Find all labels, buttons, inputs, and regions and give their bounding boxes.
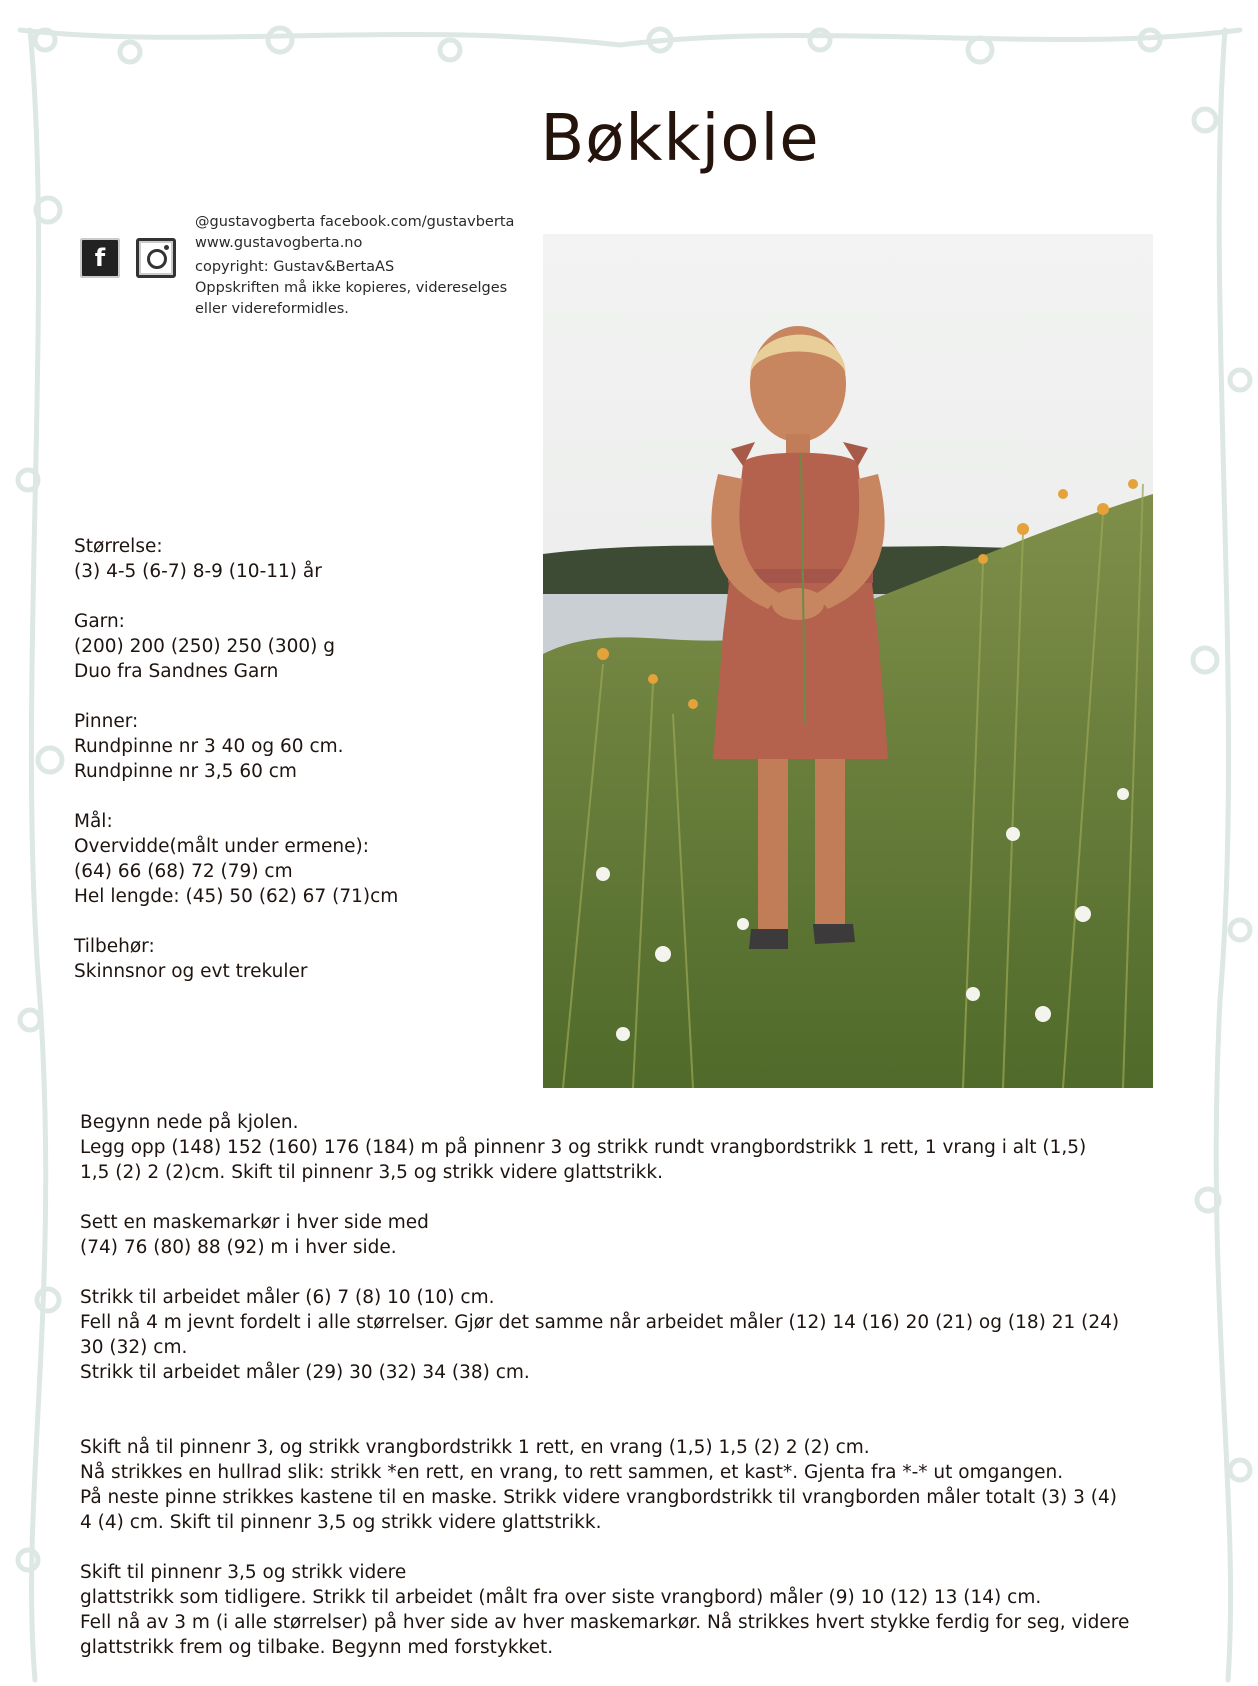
instruction-paragraph [80, 1560, 1160, 1660]
spec-heading: Mål: [74, 811, 113, 832]
instruction-paragraph [80, 1210, 1160, 1260]
credits-social-line: @gustavogberta facebook.com/gustavberta [195, 214, 515, 230]
page-title: Bøkkjole [540, 102, 820, 176]
spec-heading: Pinner: [74, 711, 139, 732]
instruction-line: Skift nå til pinnenr 3, og strikk vrangbordstrikk 1 rett, en vrang (1,5) 1,5 (2) 2 (2) cm. [80, 1437, 870, 1458]
social-icons [80, 238, 176, 278]
instruction-line: Nå strikkes en hullrad slik: strikk *en rett, en vrang, to rett sammen, et kast*. Gjenta fra *-* ut omgangen. [80, 1462, 1064, 1483]
instruction-paragraph [80, 1435, 1160, 1535]
instruction-line: glattstrikk frem og tilbake. Begynn med forstykket. [80, 1637, 554, 1658]
spec-group [74, 934, 514, 984]
instruction-line: Skift til pinnenr 3,5 og strikk videre [80, 1562, 407, 1583]
instruction-line: Strikk til arbeidet måler (29) 30 (32) 34 (38) cm. [80, 1362, 530, 1383]
spec-line: (3) 4-5 (6-7) 8-9 (10-11) år [74, 561, 322, 582]
spec-line: (200) 200 (250) 250 (300) g [74, 636, 336, 657]
instruction-paragraph [80, 1285, 1160, 1385]
instruction-line: 1,5 (2) 2 (2)cm. Skift til pinnenr 3,5 og strikk videre glattstrikk. [80, 1162, 663, 1183]
instruction-line: På neste pinne strikkes kastene til en maske. Strikk videre vrangbordstrikk til vrangborden måler totalt (3) 3 (4) [80, 1487, 1117, 1508]
spec-heading: Garn: [74, 611, 125, 632]
knitting-instructions [80, 1110, 1160, 1685]
instruction-line: Strikk til arbeidet måler (6) 7 (8) 10 (10) cm. [80, 1287, 495, 1308]
spec-group [74, 534, 514, 584]
pattern-specs [74, 534, 514, 1009]
instruction-line: (74) 76 (80) 88 (92) m i hver side. [80, 1237, 397, 1258]
instruction-line: Legg opp (148) 152 (160) 176 (184) m på pinnenr 3 og strikk rundt vrangbordstrikk 1 rett, 1 vrang i alt (1,5) [80, 1137, 1087, 1158]
spec-line: Overvidde(målt under ermene): [74, 836, 369, 857]
credits-block [195, 212, 535, 320]
credits-website: www.gustavogberta.no [195, 235, 363, 251]
spec-group [74, 709, 514, 784]
facebook-icon[interactable]: f [80, 238, 120, 278]
instruction-line: Begynn nede på kjolen. [80, 1112, 299, 1133]
instruction-line: Sett en maskemarkør i hver side med [80, 1212, 429, 1233]
instruction-line: Fell nå av 3 m (i alle størrelser) på hver side av hver maskemarkør. Nå strikkes hvert stykke ferdig for seg, videre [80, 1612, 1130, 1633]
instruction-paragraph [80, 1110, 1160, 1185]
instruction-line: 4 (4) cm. Skift til pinnenr 3,5 og strikk videre glattstrikk. [80, 1512, 602, 1533]
spec-line: Hel lengde: (45) 50 (62) 67 (71)cm [74, 886, 399, 907]
spec-line: Rundpinne nr 3,5 60 cm [74, 761, 297, 782]
instruction-line: 30 (32) cm. [80, 1337, 188, 1358]
spec-line: Duo fra Sandnes Garn [74, 661, 279, 682]
spec-group [74, 809, 514, 909]
credits-notice-cont: eller videreformidles. [195, 301, 349, 317]
spec-heading: Størrelse: [74, 536, 163, 557]
credits-notice: Oppskriften må ikke kopieres, videreselges [195, 280, 508, 296]
spec-line: Rundpinne nr 3 40 og 60 cm. [74, 736, 344, 757]
model-photo [543, 234, 1153, 1088]
spec-heading: Tilbehør: [74, 936, 155, 957]
spec-line: (64) 66 (68) 72 (79) cm [74, 861, 293, 882]
instruction-line: Fell nå 4 m jevnt fordelt i alle størrelser. Gjør det samme når arbeidet måler (12) 14 (16) 20 (21) og (18) 21 (24) [80, 1312, 1120, 1333]
spec-group [74, 609, 514, 684]
instruction-line: glattstrikk som tidligere. Strikk til arbeidet (målt fra over siste vrangbord) måler (9) 10 (12) 13 (14) cm. [80, 1587, 1042, 1608]
spec-line: Skinnsnor og evt trekuler [74, 961, 308, 982]
instagram-icon[interactable] [136, 238, 176, 278]
credits-copyright: copyright: Gustav&BertaAS [195, 259, 395, 275]
